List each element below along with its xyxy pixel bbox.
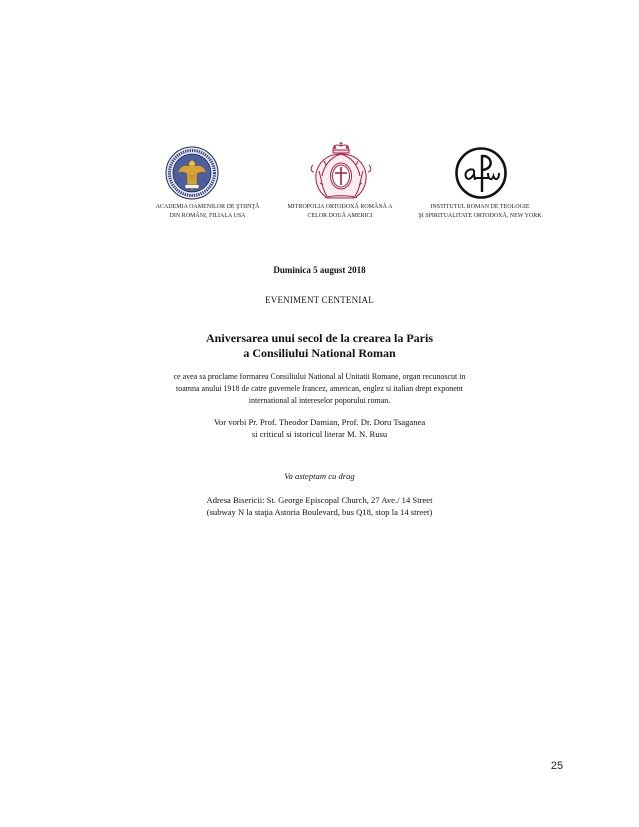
title-line: a Consiliului National Roman (243, 346, 396, 360)
speakers-line: si criticul si istoricul literar M. N. Rusu (251, 429, 388, 439)
event-title (0, 331, 639, 361)
event-category: EVENIMENT CENTENIAL (265, 295, 374, 305)
address-line: Adresa Bisericii: St. George Episcopal Church, 27 Ave./ 14 Street (206, 495, 433, 505)
description-line: international al intereselor poporului roman. (248, 396, 391, 405)
alpha-rho-omega-icon (455, 147, 507, 199)
caption-line: MITROPOLIA ORTODOXĂ ROMÂNĂ A (287, 204, 393, 210)
caption-line: CELOR DOUĂ AMERICI (307, 213, 373, 219)
event-speakers (0, 416, 639, 440)
caption-line: DIN ROMÂNI, FILIALA USA (169, 213, 246, 219)
description-line: ce avea sa proclame formarea Consiliului National al Unitatii Romane, organ recunoscut in (173, 372, 466, 381)
institut-caption (400, 203, 560, 221)
page-number: 25 (550, 760, 564, 772)
metropolis-crest-icon (309, 141, 373, 201)
speakers-line: Vor vorbi Pr. Prof. Theodor Damian, Prof. Dr. Doru Tsaganea (213, 417, 426, 427)
event-invitation: Va asteptam cu drag (284, 471, 355, 481)
description-line: toamna anului 1918 de catre guvernele francez, american, englez si italian drept exponent (176, 384, 463, 393)
event-description (0, 371, 639, 407)
academia-caption (127, 203, 288, 221)
event-date: Duminica 5 august 2018 (273, 265, 366, 275)
event-address (0, 494, 639, 518)
address-line: (subway N la staţia Astoria Boulevard, bus Q18, stop la 14 street) (206, 507, 433, 517)
academy-seal-icon (165, 146, 219, 200)
caption-line: INSTITUTUL ROMAN DE TEOLOGIE (430, 204, 530, 210)
caption-line: ŞI SPIRITUALITATE ORTODOXĂ, NEW YORK (418, 213, 542, 219)
mitropolia-caption (270, 203, 410, 221)
title-line: Aniversarea unui secol de la crearea la Paris (206, 331, 433, 345)
caption-line: ACADEMIA OAMENILOR DE ŞTIINŢĂ (155, 204, 260, 210)
